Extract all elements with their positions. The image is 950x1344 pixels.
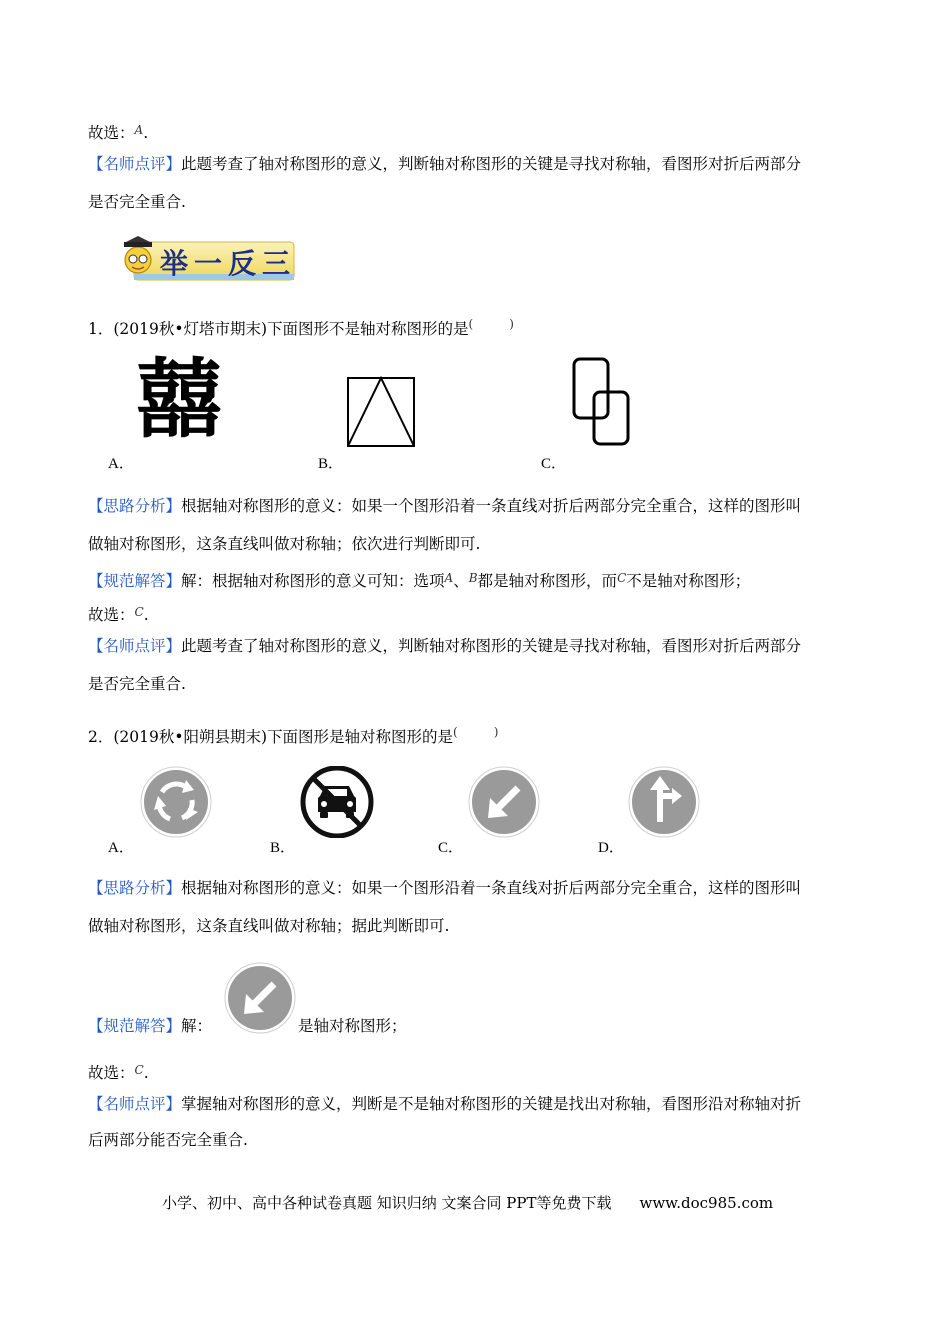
- analysis-tag: 【思路分析】: [88, 879, 182, 897]
- footer-text: 小学、初中、高中各种试卷真题 知识归纳 文案合同 PPT等免费下载: [162, 1194, 612, 1212]
- roundabout-sign-icon: [140, 766, 212, 838]
- q2-option-b-label: B．: [270, 840, 296, 856]
- solution-tag: 【规范解答】: [88, 572, 182, 590]
- q2-option-c-label: C．: [438, 840, 464, 856]
- banner-jyfs: [116, 234, 296, 284]
- q1-comment-line-2: 是否完全重合.: [88, 675, 186, 693]
- comment-line-1: 【名师点评】此题考查了轴对称图形的意义，判断轴对称图形的关键是寻找对称轴，看图形对折后两部分: [88, 155, 802, 173]
- q1-analysis-line-2: 做轴对称图形，这条直线叫做对称轴；依次进行判断即可.: [88, 535, 481, 553]
- q2-solution-sign: [224, 962, 296, 1034]
- comment-line-2: 是否完全重合.: [88, 193, 186, 211]
- q2-answer-line: 故选：$^C$.: [88, 1063, 149, 1082]
- diagonal-arrow-sign-icon: [468, 766, 540, 838]
- q1-option-c-label: C．: [541, 456, 567, 472]
- square-triangle-icon: [346, 376, 416, 448]
- comment-tag: 【名师点评】: [88, 155, 182, 173]
- q2-analysis-line-2: 做轴对称图形，这条直线叫做对称轴；据此判断即可.: [88, 917, 450, 935]
- q1-answer-line: 故选：$^C$.: [88, 605, 149, 624]
- overlapping-rectangles-icon: [570, 356, 632, 448]
- q2-option-b-figure[interactable]: [300, 766, 374, 838]
- straight-or-right-sign-icon: [628, 766, 700, 838]
- double-happiness-glyph: 囍: [136, 350, 222, 450]
- analysis-tag: 【思路分析】: [88, 497, 182, 515]
- q2-comment-line-2: 后两部分能否完全重合.: [88, 1131, 248, 1149]
- question-1-stem: 1．(2019秋•灯塔市期末)下面图形不是轴对称图形的是( ): [88, 317, 514, 338]
- q1-option-a-label: A．: [108, 456, 134, 472]
- q2-solution-line: 【规范解答】解：: [88, 1017, 213, 1035]
- q2-analysis-line-1: 【思路分析】根据轴对称图形的意义：如果一个图形沿着一条直线对折后两部分完全重合，这样的图形叫: [88, 879, 802, 897]
- q1-option-b-figure[interactable]: [346, 376, 416, 448]
- q1-option-c-figure[interactable]: [570, 356, 632, 448]
- q1-option-b-label: B．: [318, 456, 344, 472]
- no-car-sign-icon: [300, 766, 374, 838]
- banner-text: 举一反三: [160, 247, 297, 280]
- solution-tag: 【规范解答】: [88, 1017, 182, 1035]
- q1-solution-line: 【规范解答】解：根据轴对称图形的意义可知：选项$^A$、$^B$都是轴对称图形，而$^C$不是轴对称图形；: [88, 571, 751, 590]
- page-footer: [162, 1192, 773, 1213]
- diagonal-arrow-sign-icon: [224, 962, 296, 1034]
- answer-line-1: 故选：$^A$.: [88, 123, 149, 142]
- q1-comment-line-1: 【名师点评】此题考查了轴对称图形的意义，判断轴对称图形的关键是寻找对称轴，看图形对折后两部分: [88, 637, 802, 655]
- q2-comment-line-1: 【名师点评】掌握轴对称图形的意义，判断是不是轴对称图形的关键是找出对称轴，看图形沿对称轴对折: [88, 1095, 802, 1113]
- q2-option-a-figure[interactable]: [140, 766, 212, 838]
- q1-option-a-figure[interactable]: [134, 352, 224, 448]
- q1-analysis-line-1: 【思路分析】根据轴对称图形的意义：如果一个图形沿着一条直线对折后两部分完全重合，这样的图形叫: [88, 497, 802, 515]
- footer-url[interactable]: www.doc985.com: [639, 1194, 774, 1212]
- q2-option-c-figure[interactable]: [468, 766, 540, 838]
- comment-tag: 【名师点评】: [88, 637, 182, 655]
- question-2-stem: 2．(2019秋•阳朔县期末)下面图形是轴对称图形的是( ): [88, 725, 499, 746]
- q2-option-a-label: A．: [108, 840, 134, 856]
- q2-option-d-label: D．: [598, 840, 624, 856]
- q2-solution-suffix: 是轴对称图形；: [298, 1017, 407, 1035]
- q2-option-d-figure[interactable]: [628, 766, 700, 838]
- comment-tag: 【名师点评】: [88, 1095, 182, 1113]
